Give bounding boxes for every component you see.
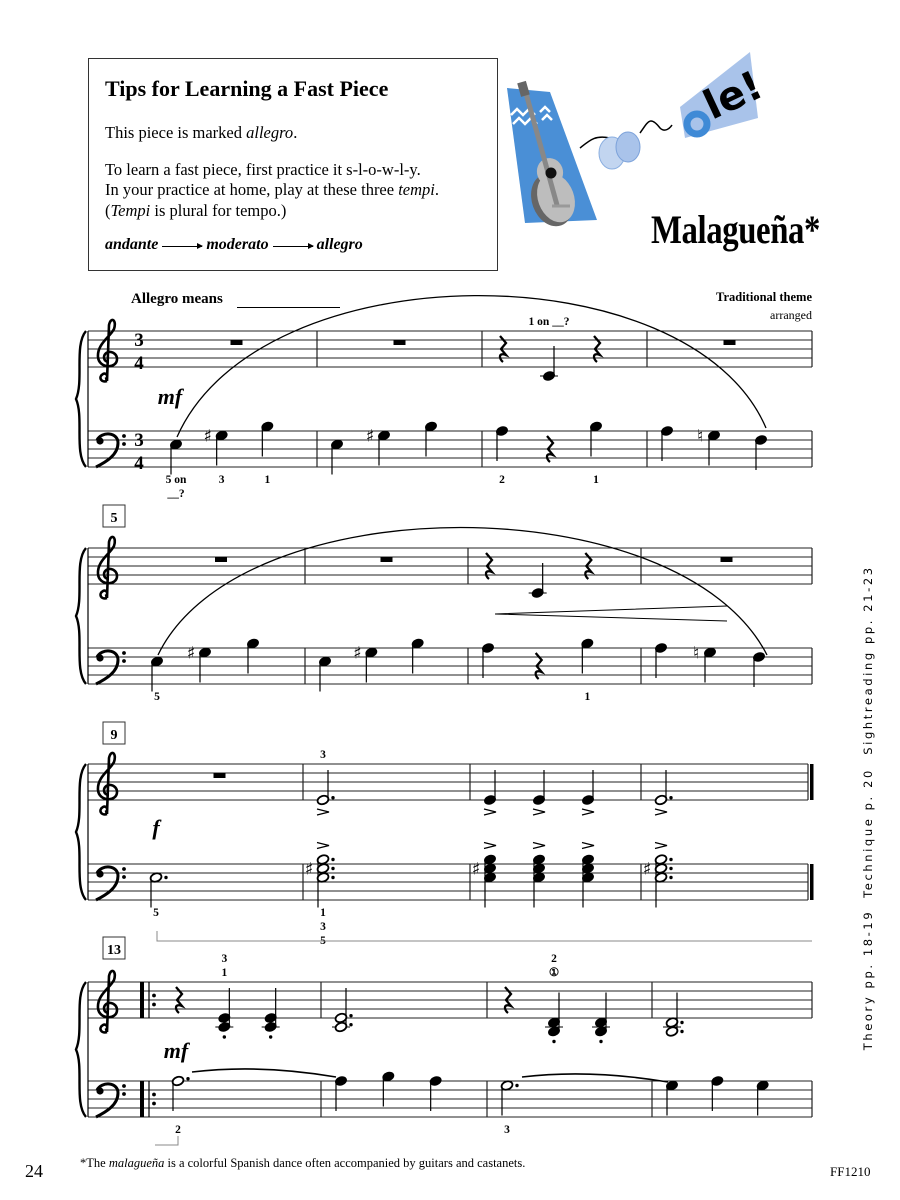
time-signature-top: 3 (134, 330, 144, 351)
augmentation-dot (515, 1084, 518, 1087)
fingering: 1 (264, 474, 271, 486)
crescendo-hairpin (495, 606, 727, 621)
measure-number: 5 (110, 511, 118, 526)
bass-clef-dot (96, 870, 103, 877)
sharp-icon: ♯ (304, 859, 314, 880)
bass-clef-dot (96, 1087, 103, 1094)
side-ref-sightreading: Sightreading pp. 21-23 (861, 565, 875, 755)
sharp-icon: ♯ (471, 859, 481, 880)
text-italic: tempi (398, 180, 435, 199)
side-ref-theory: Theory pp. 18-19 (861, 909, 875, 1051)
whole-rest (214, 773, 226, 778)
tempo-allegro: allegro (316, 236, 363, 253)
fingering: 5 (153, 907, 159, 919)
staccato-dot (269, 1035, 272, 1038)
phrase-slur (177, 296, 766, 437)
fingering: 1 (593, 474, 599, 486)
bass-clef-dot (122, 651, 126, 655)
bass-clef-dot (96, 654, 103, 661)
fingering: 3 (320, 749, 326, 761)
treble-clef-icon (98, 971, 117, 1032)
treble-clef-icon (98, 537, 117, 598)
accent-mark (533, 843, 545, 849)
bass-clef-dot (122, 867, 126, 871)
bass-clef-dot (122, 1084, 126, 1088)
accent-mark (484, 809, 496, 815)
fingering: 3 (320, 921, 326, 933)
sharp-icon: ♯ (203, 426, 212, 447)
tie (192, 1069, 336, 1077)
fingering: 3 (504, 1124, 510, 1136)
fingering: 1 on __? (528, 316, 570, 328)
hand-position-bracket (157, 931, 812, 941)
text: . (293, 123, 298, 142)
fingering: 1 (584, 691, 591, 703)
whole-rest (231, 340, 243, 345)
text: is a colorful Spanish dance often accompanied by guitars and castanets. (164, 1156, 526, 1170)
augmentation-dot (669, 796, 672, 799)
brace (76, 982, 86, 1117)
fingering: 2 (499, 474, 505, 486)
allegro-prompt: Allegro means (131, 291, 223, 307)
fingering: ① (548, 967, 560, 979)
sharp-icon: ♯ (642, 859, 652, 880)
bass-clef-dot (122, 659, 126, 663)
fingering: 2 (175, 1124, 181, 1136)
fingering: 1 (320, 907, 326, 919)
brace (76, 331, 86, 467)
staccato-dot (599, 1040, 602, 1043)
augmentation-dot (669, 867, 672, 870)
augmentation-dot (331, 867, 334, 870)
final-barline (810, 864, 814, 900)
accent-mark (317, 843, 329, 849)
sharp-icon: ♯ (353, 643, 362, 664)
accent-mark (655, 809, 667, 815)
augmentation-dot (331, 858, 334, 861)
time-signature-bottom: 4 (134, 353, 144, 374)
brace (76, 764, 86, 900)
measure-number: 13 (107, 943, 121, 958)
augmentation-dot (680, 1030, 683, 1033)
fingering: 5 (154, 691, 160, 703)
dynamic-marking: mf (157, 384, 183, 409)
bass-clef-dot (122, 1092, 126, 1096)
accent-mark (533, 809, 545, 815)
dynamic-marking: mf (163, 1038, 189, 1063)
time-signature-top: 3 (134, 430, 144, 451)
text: In your practice at home, play at these three (105, 180, 399, 199)
text: This piece is marked (105, 123, 247, 142)
fingering: 3 (218, 474, 225, 486)
staccato-dot (552, 1040, 555, 1043)
treble-clef-icon (98, 320, 117, 381)
fingering: 1 (221, 967, 228, 979)
tips-line-2: To learn a fast piece, first practice it s-l-o-w-l-y. (105, 160, 421, 179)
brace (76, 548, 86, 684)
repeat-barline-thick (140, 1081, 144, 1117)
phrase-slur (158, 528, 767, 656)
natural-icon: ♮ (692, 643, 700, 664)
sharp-icon: ♯ (365, 426, 375, 447)
tempo-moderato: moderato (206, 236, 269, 253)
whole-rest (721, 557, 733, 562)
tips-title: Tips for Learning a Fast Piece (105, 76, 389, 101)
time-signature-bottom: 4 (134, 453, 144, 474)
augmentation-dot (164, 876, 167, 879)
sharp-icon: ♯ (186, 643, 196, 664)
accent-mark (655, 843, 667, 849)
bass-clef-dot (122, 442, 126, 446)
treble-clef-icon (98, 753, 117, 814)
ole-logo-text: le! (696, 62, 770, 130)
side-ref-technique: Technique p. 20 (861, 768, 875, 898)
fingering: 2 (551, 953, 557, 965)
credit-line-1: Traditional theme (716, 290, 812, 304)
fingering: 3 (221, 953, 228, 965)
repeat-dot (152, 1093, 156, 1097)
bass-clef-dot (122, 434, 126, 438)
repeat-dot (152, 1102, 156, 1106)
catalog-code: FF1210 (830, 1164, 871, 1179)
page-number: 24 (25, 1161, 43, 1181)
text-italic: Tempi (110, 201, 151, 220)
bass-clef-dot (96, 437, 103, 444)
augmentation-dot (349, 1023, 352, 1026)
text: is plural for tempo.) (150, 201, 287, 220)
tempo-andante: andante (105, 236, 159, 253)
final-barline (810, 764, 814, 800)
credit-line-2: arranged (770, 308, 812, 322)
augmentation-dot (349, 1014, 352, 1017)
accent-mark (582, 809, 594, 815)
text-italic: allegro (246, 123, 294, 142)
accent-mark (582, 843, 594, 849)
fingering: __? (167, 488, 185, 500)
text-italic: malagueña (108, 1156, 165, 1170)
augmentation-dot (680, 1021, 683, 1024)
repeat-dot (152, 1003, 156, 1007)
fingering: 5 on (165, 474, 187, 486)
augmentation-dot (669, 858, 672, 861)
footnote (80, 1156, 525, 1171)
natural-icon: ♮ (696, 426, 704, 447)
augmentation-dot (331, 796, 334, 799)
repeat-dot (152, 994, 156, 998)
whole-rest (215, 557, 227, 562)
repeat-barline-thick (140, 982, 144, 1018)
whole-rest (724, 340, 736, 345)
accent-mark (317, 809, 329, 815)
piece-title: Malagueña* (651, 207, 821, 252)
augmentation-dot (331, 876, 334, 879)
accent-mark (484, 843, 496, 849)
augmentation-dot (669, 876, 672, 879)
augmentation-dot (186, 1077, 189, 1080)
text: *The (80, 1156, 109, 1170)
measure-number: 9 (110, 728, 118, 743)
fingering: 5 (320, 935, 326, 947)
text: . (434, 180, 440, 199)
bass-clef-dot (122, 875, 126, 879)
dynamic-marking: f (152, 815, 160, 840)
text: ( (105, 201, 111, 220)
staccato-dot (223, 1035, 226, 1038)
whole-rest (381, 557, 393, 562)
hand-position-bracket (155, 1136, 178, 1145)
whole-rest (394, 340, 406, 345)
